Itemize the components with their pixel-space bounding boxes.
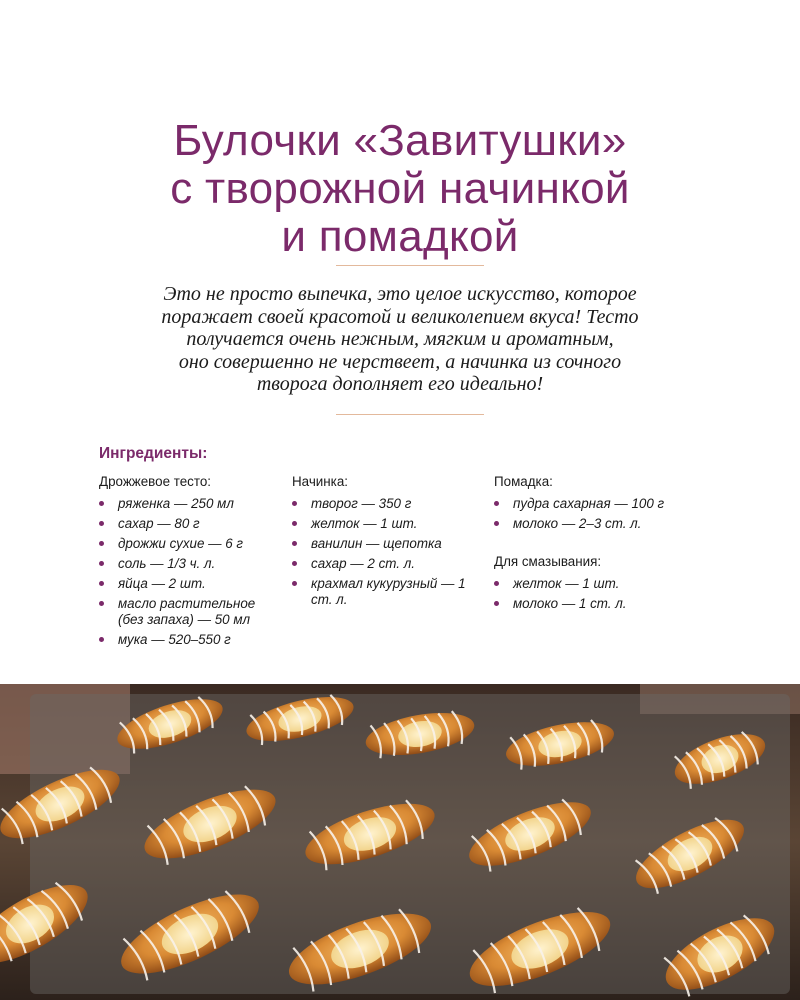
filling-list	[292, 496, 477, 607]
bullet-icon	[494, 601, 499, 606]
bullet-icon	[99, 581, 104, 586]
glaze-column	[494, 474, 704, 616]
dough-label: Дрожжевое тесто:	[99, 474, 212, 489]
bullet-icon	[99, 521, 104, 526]
list-item	[494, 596, 704, 612]
list-item	[292, 576, 477, 607]
list-item	[494, 496, 704, 512]
item-text: молоко — 1 ст. л.	[513, 595, 627, 611]
intro-line: поражает своей красотой и великолепием вкуса! Тесто	[161, 305, 639, 328]
list-item	[99, 576, 279, 592]
dough-list	[99, 496, 279, 647]
buns-photo	[0, 684, 800, 1000]
intro-line: Это не просто выпечка, это целое искусство, которое	[163, 283, 637, 305]
item-text: мука — 520–550 г	[118, 631, 231, 647]
item-text: соль — 1/3 ч. л.	[118, 556, 216, 571]
divider-top	[336, 265, 484, 266]
dough-column	[99, 474, 279, 652]
item-text: яйца — 2 шт.	[118, 576, 206, 591]
item-text: пудра сахарная — 100 г	[513, 496, 665, 511]
glaze-label: Помадка:	[494, 474, 553, 489]
glaze-list	[494, 496, 704, 532]
bullet-icon	[292, 581, 297, 586]
item-text: крахмал кукурузный — 1 ст. л.	[311, 576, 466, 607]
filling-label: Начинка:	[292, 474, 348, 489]
list-item	[99, 496, 279, 512]
intro-line: получается очень нежным, мягким и ароматным,	[186, 328, 614, 350]
list-item	[292, 556, 477, 572]
list-item	[99, 516, 279, 532]
item-text: желток — 1 шт.	[513, 575, 620, 591]
list-item	[494, 576, 704, 592]
bullet-icon	[292, 521, 297, 526]
bullet-icon	[494, 521, 499, 526]
bullet-icon	[99, 637, 104, 642]
item-text: желток — 1 шт.	[311, 516, 418, 531]
list-item	[99, 556, 279, 572]
item-text: ряженка — 250 мл	[118, 496, 234, 511]
list-item	[292, 536, 477, 552]
divider-bottom	[336, 414, 484, 415]
list-item	[494, 516, 704, 532]
intro-line: творога дополняет его идеально!	[256, 373, 544, 395]
brushing-list	[494, 576, 704, 612]
bullet-icon	[99, 541, 104, 546]
item-text: молоко — 2–3 ст. л.	[513, 516, 642, 531]
bullet-icon	[99, 601, 104, 606]
bullet-icon	[99, 561, 104, 566]
list-item	[292, 496, 477, 512]
bullet-icon	[292, 561, 297, 566]
item-text: творог — 350 г	[311, 496, 412, 511]
item-text: сахар — 2 ст. л.	[311, 556, 415, 571]
bullet-icon	[99, 501, 104, 506]
bullet-icon	[292, 541, 297, 546]
brushing-label: Для смазывания:	[494, 553, 602, 569]
bullet-icon	[292, 501, 297, 506]
item-text: ванилин — щепотка	[311, 536, 442, 551]
ingredients-heading: Ингредиенты:	[99, 445, 208, 462]
list-item	[99, 596, 279, 627]
item-text: дрожжи сухие — 6 г	[118, 536, 244, 551]
bullet-icon	[494, 581, 499, 586]
title-line-2: с творожной начинкой	[170, 164, 630, 214]
title-line-1: Булочки «Завитушки»	[173, 116, 627, 166]
filling-column	[292, 474, 477, 612]
item-text: сахар — 80 г	[118, 516, 200, 531]
intro-line: оно совершенно не черствеет, а начинка из сочного	[178, 350, 622, 373]
list-item	[292, 516, 477, 532]
list-item	[99, 632, 279, 648]
page-title	[0, 117, 800, 261]
bullet-icon	[494, 501, 499, 506]
title-line-3: и помадкой	[281, 212, 519, 262]
list-item	[99, 536, 279, 552]
intro-text	[100, 283, 700, 396]
item-text: масло растительное (без запаха) — 50 мл	[118, 596, 256, 627]
